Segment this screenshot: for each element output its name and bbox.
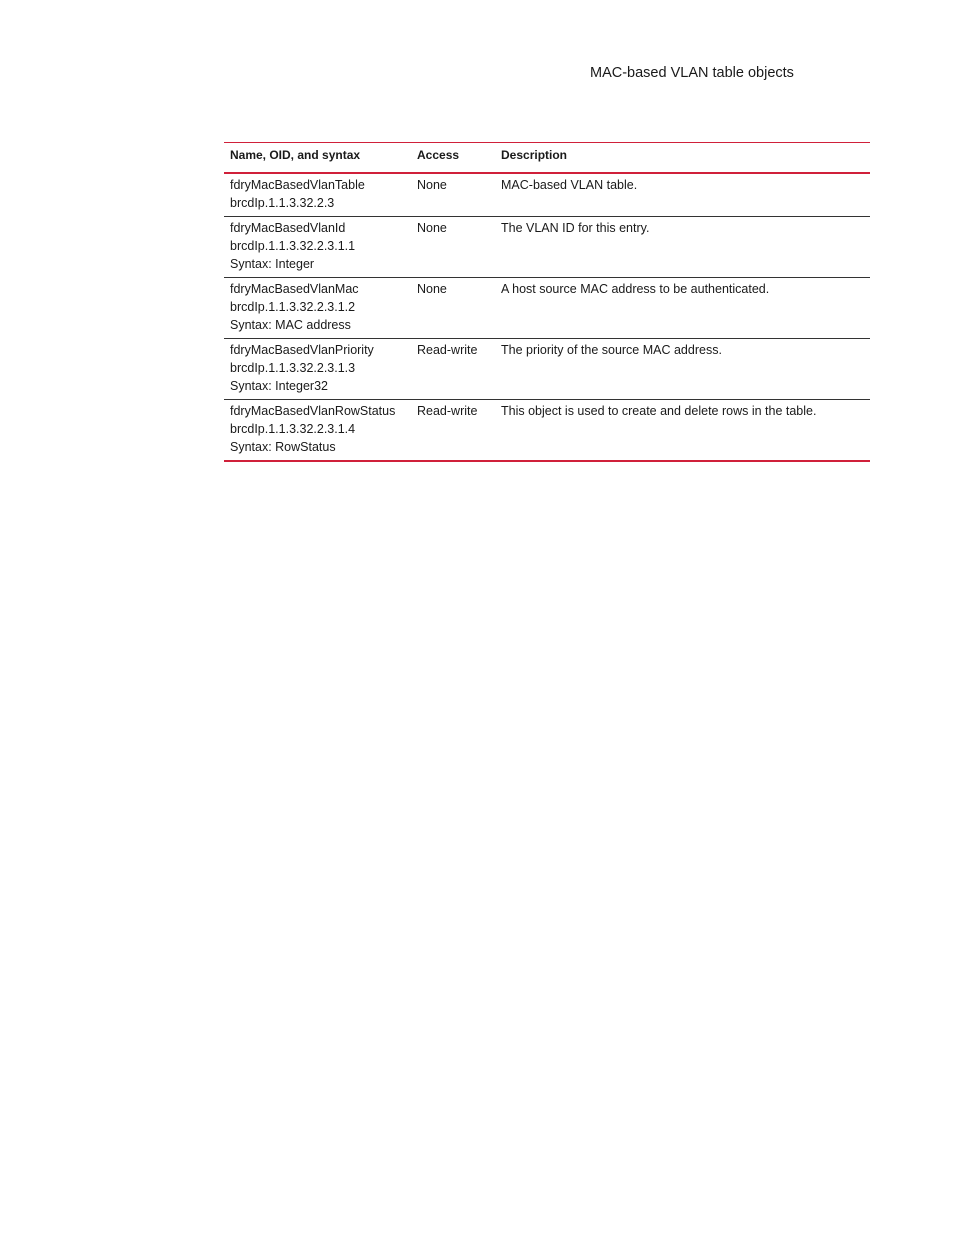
description-cell: A host source MAC address to be authenticated. xyxy=(501,282,770,296)
object-name: fdryMacBasedVlanMac xyxy=(230,282,359,296)
table-row xyxy=(224,217,870,278)
object-syntax: Syntax: Integer32 xyxy=(230,379,328,393)
table-row xyxy=(224,278,870,339)
object-oid: brcdIp.1.1.3.32.2.3.1.4 xyxy=(230,422,356,436)
object-name: fdryMacBasedVlanId xyxy=(230,221,346,235)
access-cell: Read-write xyxy=(417,404,478,418)
column-header-name: Name, OID, and syntax xyxy=(230,148,361,162)
table-row xyxy=(224,173,870,217)
object-oid: brcdIp.1.1.3.32.2.3 xyxy=(230,196,335,210)
object-name: fdryMacBasedVlanRowStatus xyxy=(230,404,396,418)
table-body xyxy=(224,173,870,461)
object-cell xyxy=(224,339,411,400)
description-cell: MAC-based VLAN table. xyxy=(501,178,638,192)
object-cell xyxy=(224,217,411,278)
object-cell xyxy=(224,278,411,339)
table-header-row xyxy=(224,143,870,174)
description-cell: This object is used to create and delete rows in the table. xyxy=(501,404,817,418)
object-oid: brcdIp.1.1.3.32.2.3.1.1 xyxy=(230,239,356,253)
table-row xyxy=(224,339,870,400)
object-syntax: Syntax: MAC address xyxy=(230,318,351,332)
column-header-description: Description xyxy=(501,148,568,162)
object-oid: brcdIp.1.1.3.32.2.3.1.2 xyxy=(230,300,356,314)
object-name: fdryMacBasedVlanPriority xyxy=(230,343,374,357)
access-cell: None xyxy=(417,178,447,192)
description-cell: The priority of the source MAC address. xyxy=(501,343,722,357)
table-row xyxy=(224,400,870,462)
object-syntax: Syntax: Integer xyxy=(230,257,315,271)
column-header-access: Access xyxy=(417,148,460,162)
object-oid: brcdIp.1.1.3.32.2.3.1.3 xyxy=(230,361,356,375)
access-cell: None xyxy=(417,221,447,235)
object-syntax: Syntax: RowStatus xyxy=(230,440,336,454)
running-header-title: MAC-based VLAN table objects xyxy=(590,65,794,81)
object-cell xyxy=(224,400,411,462)
access-cell: Read-write xyxy=(417,343,478,357)
access-cell: None xyxy=(417,282,447,296)
description-cell: The VLAN ID for this entry. xyxy=(501,221,650,235)
object-name: fdryMacBasedVlanTable xyxy=(230,178,365,192)
object-cell xyxy=(224,173,411,217)
table-header xyxy=(224,143,870,174)
mib-objects-table xyxy=(224,142,870,462)
